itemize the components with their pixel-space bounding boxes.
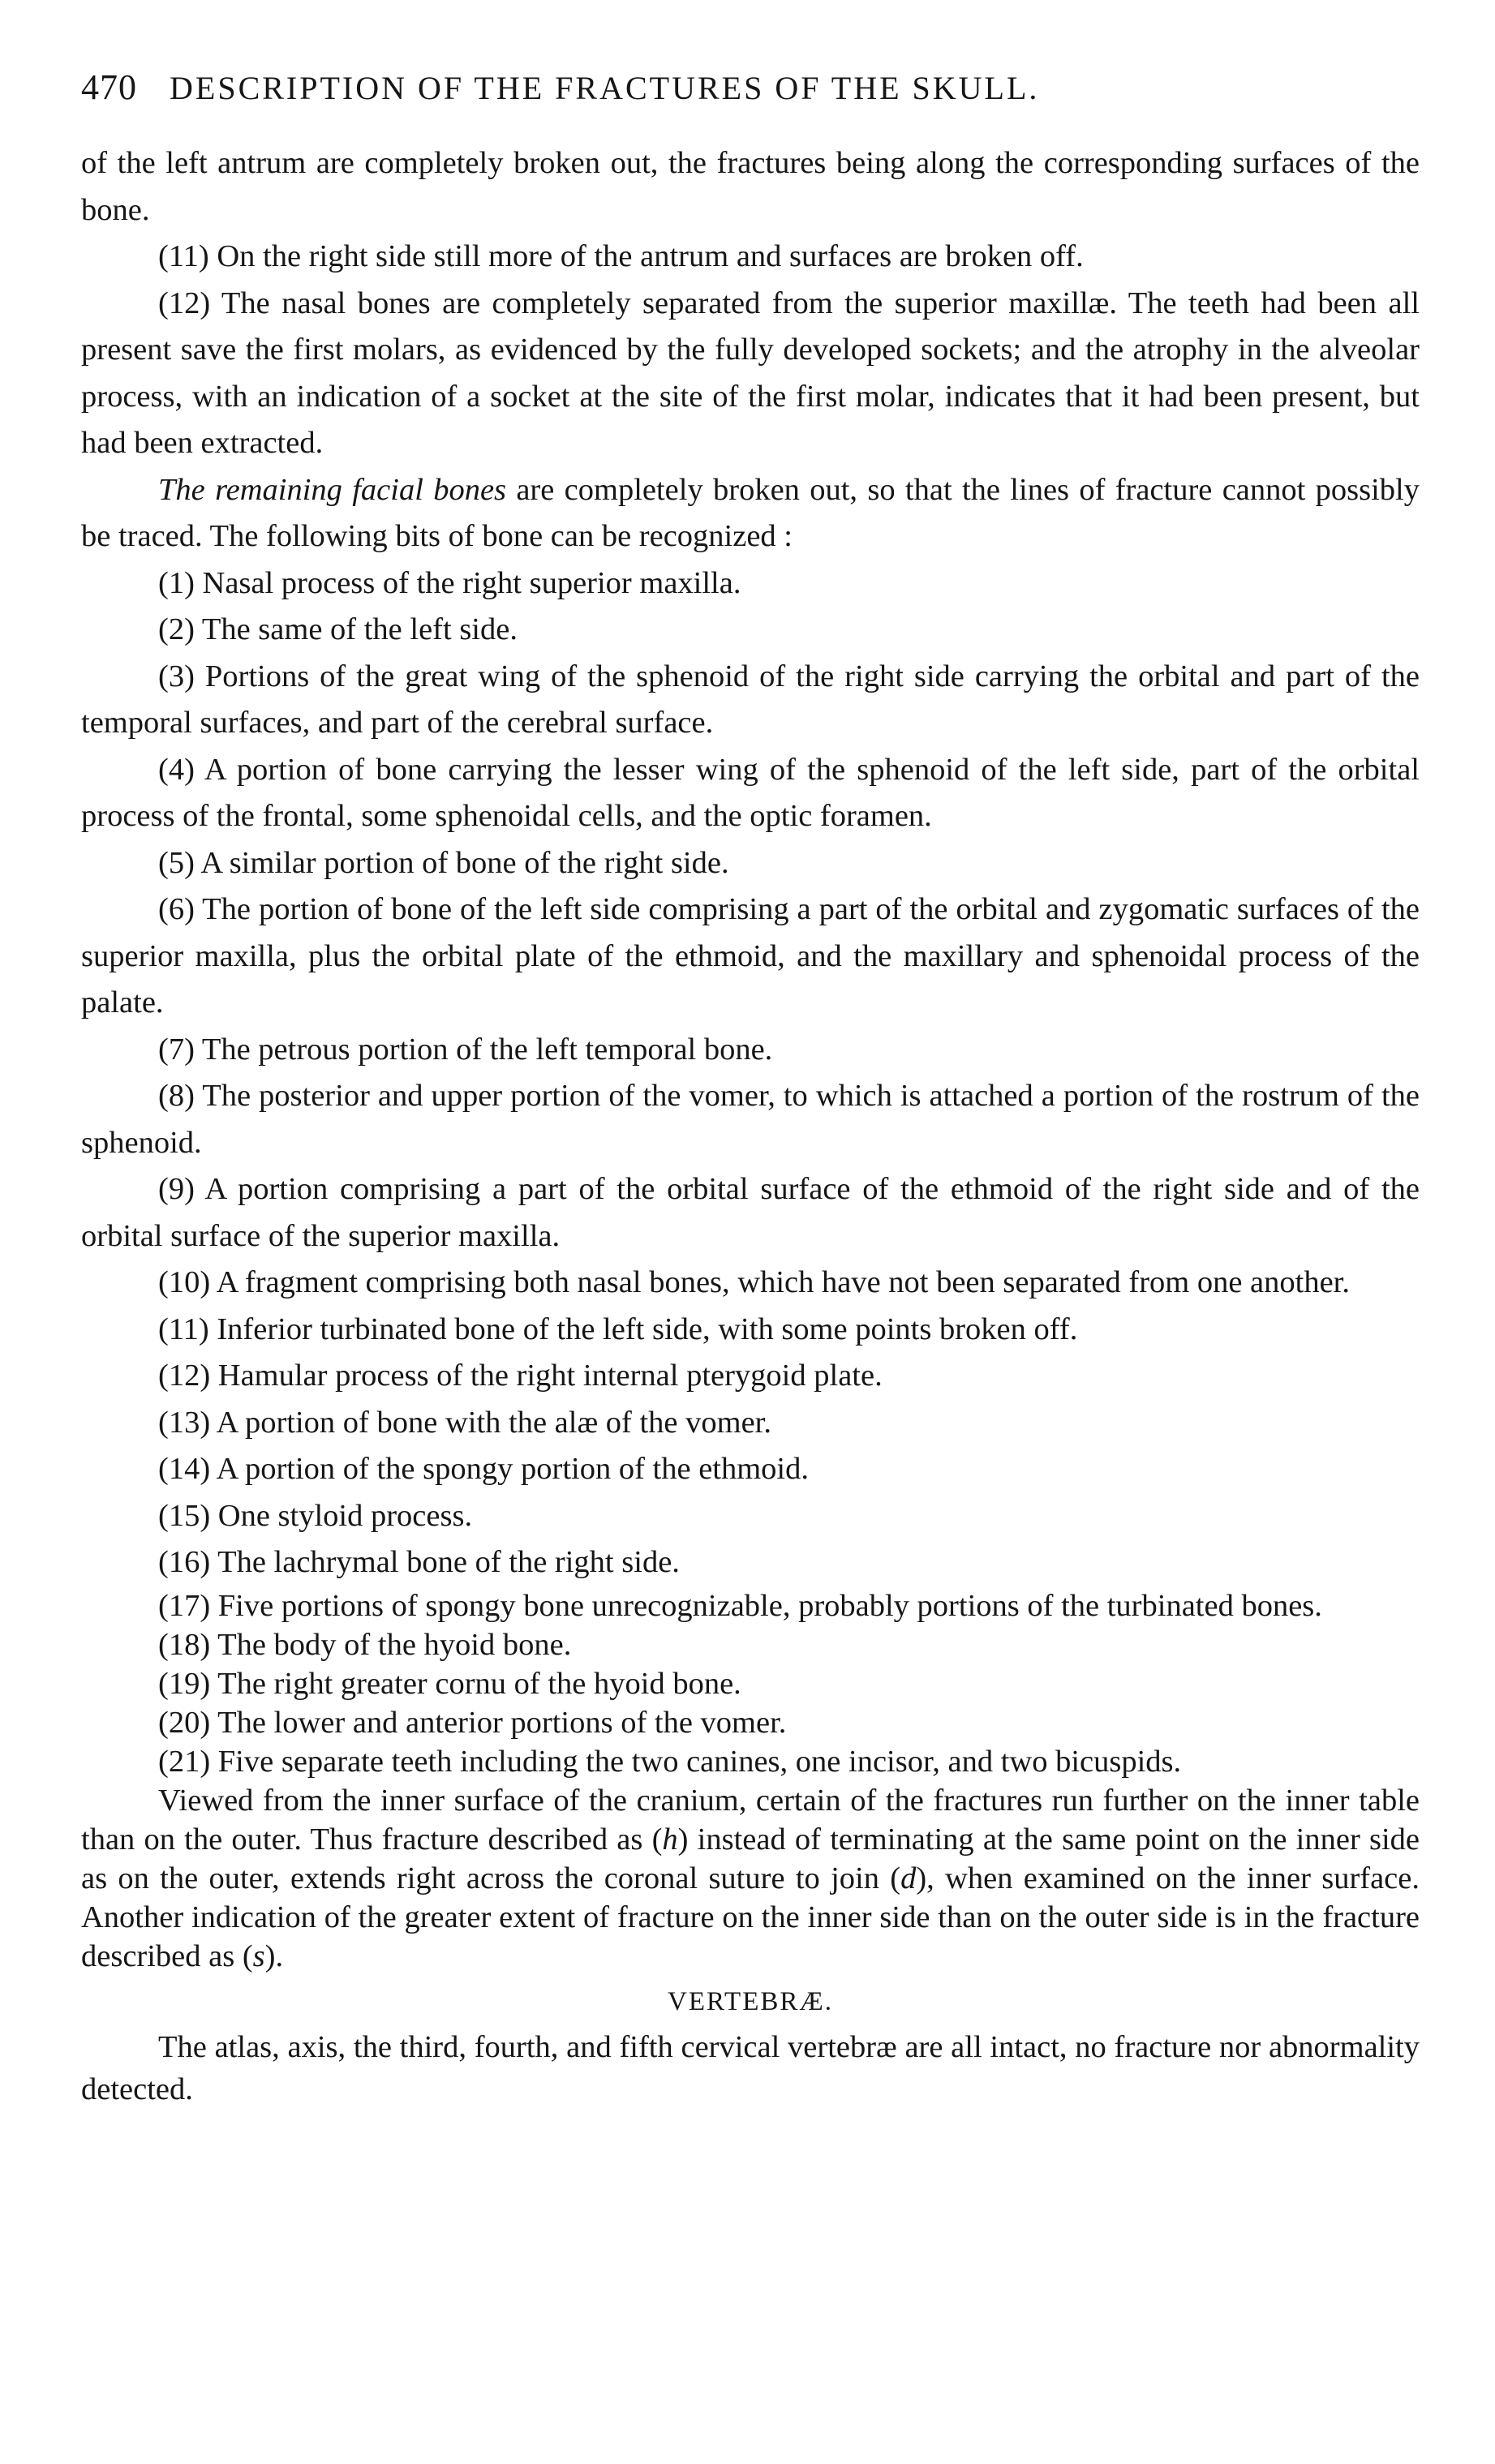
fracture-ref-h: h — [662, 1822, 678, 1857]
list-item: (12) Hamular process of the right internal pterygoid plate. — [158, 1359, 883, 1393]
text-run: ). — [264, 1938, 284, 1973]
list-item: (19) The right greater cornu of the hyoid bone. — [158, 1666, 741, 1701]
list-item: (2) The same of the left side. — [158, 612, 518, 646]
list-item: (5) A similar portion of bone of the right side. — [158, 845, 729, 880]
text-run: ) instead of terminating at the same point on the inner side as on the outer, extends right across the coronal suture to join ( — [81, 1822, 1420, 1895]
list-item: (11) Inferior turbinated bone of the left side, with some points broken off. — [158, 1311, 1078, 1346]
list-item: (21) Five separate teeth including the two canines, one incisor, and two bicuspids. — [158, 1744, 1182, 1779]
vertebrae-paragraph: The atlas, axis, the third, fourth, and fifth cervical vertebræ are all intact, no fracture nor abnormality detected. — [81, 2029, 1420, 2106]
page-number: 470 — [81, 67, 137, 107]
body-text — [81, 140, 1420, 2110]
list-item: (6) The portion of bone of the left side comprising a part of the orbital and zygomatic surfaces of the superior maxilla, plus the orbital plate of the ethmoid, and the maxillary and sphenoidal process of the palate. — [81, 892, 1420, 1020]
list-item: (8) The posterior and upper portion of the vomer, to which is attached a portion of the rostrum of the sphenoid. — [81, 1079, 1420, 1160]
list-item: (20) The lower and anterior portions of the vomer. — [158, 1705, 787, 1740]
list-item: (3) Portions of the great wing of the sphenoid of the right side carrying the orbital and part of the temporal surfaces, and part of the cerebral surface. — [81, 659, 1420, 740]
list-item: (1) Nasal process of the right superior maxilla. — [158, 565, 741, 600]
paragraph: of the left antrum are completely broken out, the fractures being along the corresponding surfaces of the bone. — [81, 146, 1420, 227]
closing-section — [81, 2026, 1420, 2110]
list-item: (4) A portion of bone carrying the lesser wing of the sphenoid of the left side, part of the orbital process of the frontal, some sphenoidal cells, and the optic foramen. — [81, 752, 1420, 833]
italic-lead: The remaining facial bones — [158, 472, 507, 507]
inner-surface-paragraph — [81, 1781, 1420, 1976]
text-run: Viewed from the inner surface of the cranium, certain of the fractures run further on the inner table than on the outer. Thus fracture described as ( — [81, 1783, 1420, 1857]
list-item: (17) Five portions of spongy bone unrecognizable, probably portions of the turbinated bones. — [158, 1588, 1322, 1623]
list-item: (9) A portion comprising a part of the orbital surface of the ethmoid of the right side and of the orbital surface of the superior maxilla. — [81, 1172, 1420, 1253]
paragraph: (11) On the right side still more of the antrum and surfaces are broken off. — [158, 239, 1084, 273]
list-item: (13) A portion of bone with the alæ of the vomer. — [158, 1405, 771, 1440]
page-title: DESCRIPTION OF THE FRACTURES OF THE SKULL. — [170, 70, 1040, 106]
paragraph-rest: are completely broken out, so that the lines of fracture cannot possibly be traced. The following bits of bone can be recognized : — [81, 472, 1420, 553]
document-page — [81, 67, 1420, 2110]
text-run: ), when examined on the inner surface. Another indication of the greater extent of fracture on the inner side than on the outer side is in the fracture described as ( — [81, 1861, 1420, 1973]
remaining-bones-paragraph — [81, 467, 1420, 560]
list-item: (14) A portion of the spongy portion of the ethmoid. — [158, 1452, 809, 1486]
list-item: (10) A fragment comprising both nasal bones, which have not been separated from one another. — [158, 1265, 1350, 1299]
list-item: (15) One styloid process. — [158, 1498, 473, 1533]
section-heading: VERTEBRÆ. — [668, 1986, 833, 2016]
paragraph: (12) The nasal bones are completely separated from the superior maxillæ. The teeth had been all present save the first molars, as evidenced by the fully developed sockets; and the atrophy in the alveolar process, with an indication of a socket at the site of the first molar, indicates that it had been present, but had been extracted. — [81, 285, 1420, 460]
fracture-ref-d: d — [900, 1861, 917, 1895]
running-head — [81, 67, 1420, 108]
list-item: (18) The body of the hyoid bone. — [158, 1627, 572, 1662]
fracture-ref-s: s — [252, 1938, 265, 1973]
list-item: (16) The lachrymal bone of the right side. — [158, 1545, 680, 1579]
list-item: (7) The petrous portion of the left temporal bone. — [158, 1032, 773, 1067]
